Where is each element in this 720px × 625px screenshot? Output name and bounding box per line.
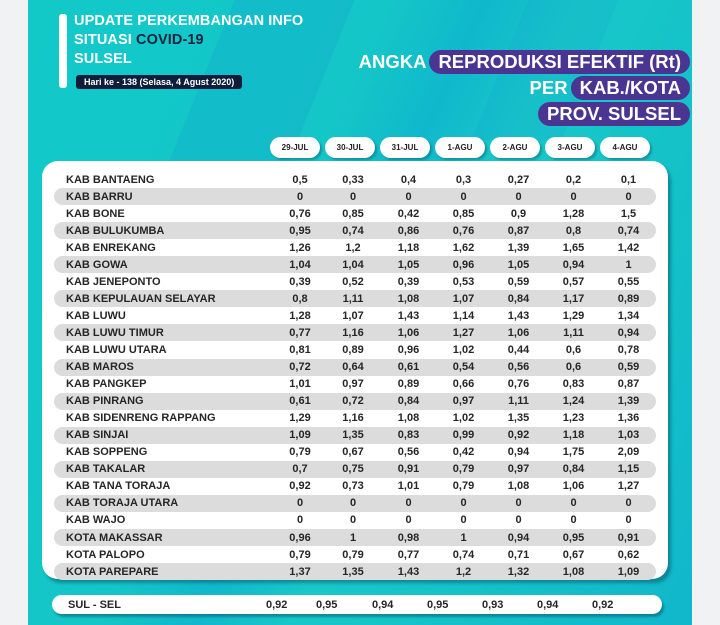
accent-bar [59,14,67,88]
title-pill-kabkota: KAB./KOTA [571,76,690,100]
column-header: 30-JUL [325,137,375,158]
rt-value: 0,74 [342,224,364,237]
rt-value: 0,84 [562,463,585,476]
rt-value: 1,39 [617,395,640,408]
title-per: PER [529,77,568,98]
rt-value: 0,61 [289,395,311,408]
rt-value: 1,18 [397,241,420,254]
table-row [54,410,656,427]
rt-value: 0,8 [565,224,582,237]
rt-value: 0,59 [617,361,640,374]
rt-value: 0 [515,514,522,527]
row-values [275,259,656,271]
table-row [54,307,656,324]
region-name: KOTA PAREPARE [66,565,159,578]
region-name: KAB BARRU [66,190,133,203]
table-row [54,188,656,205]
rt-value: 0,62 [617,548,640,561]
rt-value: 0,97 [507,463,530,476]
rt-value: 0,96 [452,258,475,271]
region-name: KAB LUWU [66,309,126,322]
rt-value: 0 [570,497,577,510]
region-name: KAB SINJAI [66,429,129,442]
rt-value: 0,89 [342,343,364,356]
rt-value: 1,28 [562,207,585,220]
table-row [54,461,656,478]
row-values [275,532,656,544]
total-name: SUL - SEL [68,598,121,611]
rt-value: 1,36 [617,412,640,425]
rt-value: 0,91 [617,531,640,544]
rt-value: 1 [625,258,632,271]
rt-value: 0 [405,190,412,203]
table-row [54,546,656,563]
rt-value: 0,97 [342,378,364,391]
row-values [275,378,656,390]
rt-value: 0,76 [289,207,311,220]
rt-value: 0,56 [507,361,530,374]
rt-value: 1,04 [342,258,364,271]
title-angka: ANGKA [358,51,427,72]
total-value: 0,92 [592,598,614,611]
rt-value: 0,92 [507,429,530,442]
column-header: 31-JUL [380,137,430,158]
rt-value: 0 [515,190,522,203]
rt-value: 1,42 [617,241,640,254]
column-header: 3-AGU [545,137,595,158]
table-body [54,171,656,580]
rt-value: 1,06 [562,480,585,493]
rt-value: 0,81 [289,343,311,356]
header-title [74,12,303,69]
rt-value: 1,29 [562,309,585,322]
rt-value: 1,05 [507,258,530,271]
rt-value: 0,85 [452,207,475,220]
region-name: KAB BULUKUMBA [66,224,165,237]
rt-value: 0,99 [452,429,475,442]
rt-value: 1,07 [342,309,364,322]
rt-table [42,161,668,579]
table-row [54,290,656,307]
rt-value: 1,37 [289,565,311,578]
rt-value: 1,26 [289,241,311,254]
rt-value: 0,89 [397,378,420,391]
row-values [275,395,656,407]
rt-value: 1,24 [562,395,585,408]
table-row [54,341,656,358]
rt-value: 0,84 [507,292,530,305]
rt-value: 0 [349,190,357,203]
rt-value: 1,75 [562,446,585,459]
rt-value: 0 [296,497,304,510]
table-row [54,512,656,529]
rt-value: 0,67 [562,548,585,561]
region-name: KAB JENEPONTO [66,275,161,288]
header-line-3: SULSEL [74,51,132,67]
region-name: KAB TORAJA UTARA [66,497,179,510]
region-name: KAB PINRANG [66,395,144,408]
rt-value: 1,27 [617,480,640,493]
rt-value: 0,72 [342,395,364,408]
rt-value: 1,35 [507,412,530,425]
rt-value: 0,94 [617,326,640,339]
rt-value: 0,96 [289,531,311,544]
row-values [275,310,656,322]
rt-value: 0,66 [452,378,475,391]
rt-value: 1,28 [289,309,311,322]
rt-value: 0 [460,190,467,203]
rt-value: 0,78 [617,343,640,356]
region-name: KOTA MAKASSAR [66,531,163,544]
row-values [275,463,656,475]
region-name: KAB GOWA [66,258,128,271]
rt-value: 0,33 [342,173,364,186]
rt-value: 1,2 [345,241,361,254]
rt-value: 1,15 [617,463,640,476]
rt-value: 1,05 [397,258,420,271]
rt-value: 1,09 [617,565,640,578]
rt-value: 0,95 [289,224,311,237]
row-values [275,293,656,305]
rt-value: 0 [570,514,577,527]
rt-value: 0,98 [397,531,420,544]
rt-value: 1,27 [452,326,475,339]
table-row [54,478,656,495]
rt-value: 1,08 [397,292,420,305]
rt-value: 1,14 [452,309,475,322]
column-header: 29-JUL [270,137,320,158]
rt-value: 1,2 [455,565,472,578]
row-values [275,344,656,356]
date-header-row [270,137,650,158]
column-header: 2-AGU [490,137,540,158]
row-values [275,191,656,203]
region-name: KAB SIDENRENG RAPPANG [66,412,216,425]
rt-value: 0,42 [452,446,475,459]
region-name: KAB PANGKEP [66,378,147,391]
rt-value: 0,44 [507,343,530,356]
rt-value: 1,34 [617,309,640,322]
rt-value: 1,65 [562,241,585,254]
rt-value: 1,04 [289,258,311,271]
region-name: KAB SOPPENG [66,446,148,459]
row-values [275,446,656,458]
rt-value: 0,94 [507,446,530,459]
rt-value: 1,09 [289,429,311,442]
table-row [54,222,656,239]
rt-value: 0 [405,514,412,527]
rt-value: 1,16 [342,412,364,425]
rt-value: 0,59 [507,275,530,288]
total-value: 0,93 [482,598,504,611]
rt-value: 0,76 [452,224,475,237]
rt-value: 0,7 [292,463,308,476]
rt-value: 0,96 [397,343,420,356]
rt-value: 0,73 [342,480,364,493]
main-title [359,50,690,128]
rt-value: 1,5 [620,207,637,220]
row-values [275,480,656,492]
region-name: KOTA PALOPO [66,548,145,561]
rt-value: 1,35 [342,429,364,442]
region-name: KAB LUWU TIMUR [66,326,164,339]
rt-value: 0,85 [342,207,364,220]
rt-value: 1,11 [563,326,584,339]
row-values [275,514,656,526]
rt-value: 0,57 [562,275,585,288]
title-pill-rt: REPRODUKSI EFEKTIF (Rt) [429,50,690,74]
table-row [54,273,656,290]
rt-value: 0,53 [452,275,475,288]
rt-value: 0,71 [507,548,530,561]
rt-value: 0 [625,514,632,527]
total-value: 0,92 [266,598,288,611]
rt-value: 0,89 [617,292,640,305]
row-values [275,225,656,237]
rt-value: 0 [405,497,412,510]
rt-value: 0,94 [507,531,530,544]
rt-value: 0,87 [617,378,640,391]
rt-value: 1 [460,531,467,544]
rt-value: 1,16 [342,326,364,339]
region-name: KAB KEPULAUAN SELAYAR [66,292,216,305]
rt-value: 0,94 [562,258,585,271]
region-name: KAB BONE [66,207,125,220]
rt-value: 0,79 [289,548,311,561]
rt-value: 1,02 [452,343,475,356]
rt-value: 1,08 [562,565,585,578]
rt-value: 1,01 [289,378,311,391]
total-values [266,599,647,611]
rt-value: 0 [349,497,357,510]
rt-value: 0,64 [342,361,364,374]
rt-value: 0 [296,190,304,203]
table-row [54,563,656,580]
rt-value: 1,06 [507,326,530,339]
total-value: 0,94 [372,598,394,611]
rt-value: 0,1 [620,173,637,186]
rt-value: 0,3 [455,173,472,186]
rt-value: 1,43 [397,565,420,578]
rt-value: 0 [515,497,522,510]
rt-value: 0,77 [289,326,311,339]
rt-value: 1,43 [507,309,530,322]
rt-value: 1,02 [452,412,475,425]
row-values [275,242,656,254]
rt-value: 0,39 [397,275,420,288]
region-name: KAB LUWU UTARA [66,343,167,356]
table-row [54,495,656,512]
rt-value: 0,39 [289,275,311,288]
rt-value: 0,83 [397,429,420,442]
rt-value: 0,84 [397,395,420,408]
table-row [54,359,656,376]
table-row [54,444,656,461]
table-row [54,171,656,188]
rt-value: 0,74 [452,548,475,561]
table-row [54,376,656,393]
rt-value: 0,67 [342,446,364,459]
rt-value: 0,86 [397,224,420,237]
region-name: KAB WAJO [66,514,126,527]
rt-value: 1,08 [507,480,530,493]
table-row [54,427,656,444]
row-values [275,361,656,373]
region-name: KAB BANTAENG [66,173,155,186]
region-name: KAB MAROS [66,361,134,374]
rt-value: 0,91 [397,463,420,476]
rt-value: 0,52 [342,275,364,288]
rt-value: 0,74 [617,224,640,237]
rt-value: 0,95 [562,531,585,544]
table-row [54,324,656,341]
rt-value: 0,6 [565,343,582,356]
rt-value: 1,39 [507,241,530,254]
row-values [275,497,656,509]
rt-value: 0 [460,497,467,510]
rt-value: 1,01 [397,480,420,493]
column-header: 4-AGU [600,137,650,158]
rt-value: 0,79 [342,548,364,561]
table-row [54,529,656,546]
rt-value: 0,8 [292,292,308,305]
rt-value: 0,87 [507,224,530,237]
rt-value: 1,32 [507,565,530,578]
header-line-1: UPDATE PERKEMBANGAN INFO [74,13,304,29]
rt-value: 0,6 [565,361,582,374]
rt-value: 0 [460,514,467,527]
row-values [275,549,656,561]
title-pill-prov: PROV. SULSEL [538,102,690,126]
rt-value: 0,5 [292,173,308,186]
rt-value: 0,76 [507,378,530,391]
row-values [275,327,656,339]
rt-value: 0,27 [507,173,530,186]
rt-value: 0 [296,514,304,527]
rt-value: 0,61 [397,361,420,374]
rt-value: 1,17 [562,292,585,305]
rt-value: 0,56 [397,446,420,459]
rt-value: 0,4 [400,173,417,186]
row-values [275,174,656,186]
rt-value: 2,09 [617,446,640,459]
rt-value: 0 [625,497,632,510]
rt-value: 0,72 [289,361,311,374]
rt-value: 1,35 [342,565,364,578]
rt-value: 0 [570,190,577,203]
rt-value: 1,08 [397,412,420,425]
covid-highlight: COVID-19 [136,32,204,48]
rt-value: 1 [349,531,357,544]
table-row [54,205,656,222]
rt-value: 0,97 [452,395,475,408]
rt-value: 0,79 [452,463,475,476]
rt-value: 1,29 [289,412,311,425]
region-name: KAB TANA TORAJA [66,480,171,493]
rt-value: 0,79 [289,446,311,459]
table-row [54,239,656,256]
total-value: 0,95 [316,598,338,611]
total-value: 0,94 [537,598,559,611]
rt-value: 0,77 [397,548,420,561]
rt-value: 0,9 [510,207,527,220]
rt-value: 0,42 [397,207,420,220]
table-row [54,256,656,273]
rt-value: 1,23 [562,412,585,425]
row-values [275,412,656,424]
rt-value: 1,11 [342,292,364,305]
row-values [275,208,656,220]
rt-value: 1,11 [508,395,529,408]
rt-value: 0,79 [452,480,475,493]
rt-value: 0,55 [617,275,640,288]
rt-value: 0 [349,514,357,527]
rt-value: 1,62 [452,241,475,254]
rt-value: 1,18 [562,429,585,442]
rt-value: 0,92 [289,480,311,493]
rt-value: 0,83 [562,378,585,391]
header-line-2: SITUASI COVID-19 [74,32,204,48]
column-header: 1-AGU [435,137,485,158]
rt-value: 0,2 [565,173,582,186]
total-row [52,595,662,614]
rt-value: 1,43 [397,309,420,322]
table-row [54,393,656,410]
rt-value: 1,06 [397,326,420,339]
rt-value: 0,54 [452,361,475,374]
rt-value: 0 [625,190,632,203]
rt-value: 1,03 [617,429,640,442]
row-values [275,566,656,578]
rt-value: 1,07 [452,292,475,305]
region-name: KAB TAKALAR [66,463,146,476]
day-label: Hari ke - 138 (Selasa, 4 Agust 2020) [76,75,242,89]
row-values [275,429,656,441]
total-value: 0,95 [427,598,449,611]
row-values [275,276,656,288]
rt-value: 0,75 [342,463,364,476]
region-name: KAB ENREKANG [66,241,156,254]
